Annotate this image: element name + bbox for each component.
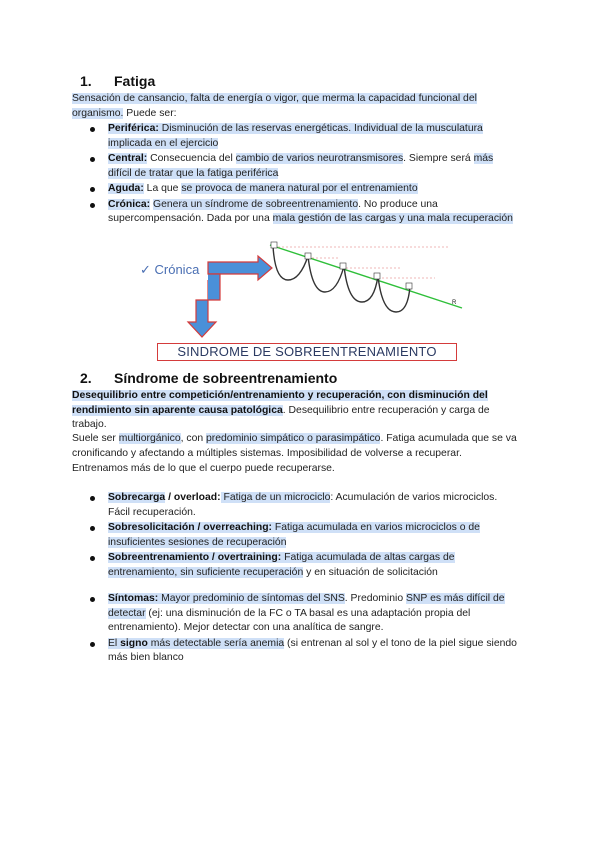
list-item (90, 637, 522, 666)
item-text-highlight: Fatiga de un microciclo (220, 492, 331, 503)
item-label: / overtraining: (209, 552, 282, 563)
list-item (90, 122, 518, 151)
definition-paragraph (72, 389, 522, 433)
symptoms-list (90, 592, 522, 667)
item-text-highlight: mala gestión de las cargas y una mala recuperación (272, 213, 513, 224)
marker-box (406, 283, 412, 289)
fatigue-curve (308, 256, 344, 292)
item-text-highlight: SNP es más difícil de detectar (108, 593, 505, 619)
list-item (90, 551, 522, 580)
text-highlight: predominio simpático o parasimpático (206, 433, 381, 444)
item-text: El (108, 637, 121, 649)
marker-box (374, 273, 380, 279)
item-text: . No produce una supercompensación. Dada por una (108, 198, 438, 224)
item-text: Disminución de las reservas energéticas. Individual de la musculatura implicada en el ejercicio (108, 123, 483, 149)
item-text: Consecuencia del (147, 153, 236, 164)
section-heading-sindrome (80, 370, 337, 386)
summary-paragraph: Entrenamos más de lo que el cuerpo puede recuperarse. (72, 463, 335, 474)
description-paragraph (72, 432, 522, 461)
list-item (90, 152, 518, 181)
trend-label: R (452, 300, 457, 306)
item-label: Crónica: (108, 198, 151, 210)
text: Suele ser (72, 433, 119, 444)
item-label: signo (120, 637, 148, 649)
text: , con (180, 433, 207, 444)
cronica-label: ✓ Crónica (140, 262, 200, 277)
intro-text: Sensación de cansancio, falta de energía o vigor, que merma la capacidad funcional del organismo. (72, 93, 477, 119)
item-text: : Acumulación de varios microciclos. Fácil recuperación. (108, 492, 498, 518)
list-item (90, 592, 522, 636)
item-text: Fatiga acumulada de altas cargas de entrenamiento, sin suficiente recuperación (108, 552, 455, 578)
item-label: Central: (108, 153, 148, 164)
item-text: (ej: una disminución de la FC o TA basal es una adaptación propia del entrenamiento). Mejor detectar con una analítica de sangre. (108, 607, 471, 633)
fatigue-types-list (90, 122, 518, 228)
item-text: y en situación de solicitación (303, 566, 438, 578)
item-label: Sobrecarga (108, 492, 166, 503)
marker-box (305, 253, 311, 259)
marker-box (271, 242, 277, 248)
intro-paragraph (72, 92, 517, 121)
intro-tail: Puede ser: (123, 107, 177, 119)
list-item (90, 198, 518, 227)
item-label: / overload: (165, 492, 221, 503)
item-text: (si entrenan al sol y el tono de la piel sigue siendo más bien blanco (108, 637, 517, 663)
text-highlight: multiorgánico (118, 433, 181, 444)
item-label: Síntomas: (108, 593, 159, 604)
item-text: . Predominio (344, 593, 406, 604)
trend-line (270, 245, 462, 308)
item-text: . Siempre será (403, 153, 474, 164)
definition-rest: . Desequilibrio entre recuperación y carga de trabajo. (72, 404, 490, 430)
down-arrow-icon (188, 274, 220, 337)
list-item (90, 491, 522, 520)
item-label: Sobreentrenamiento (108, 552, 210, 563)
list-item (90, 521, 522, 550)
section-heading-fatiga (80, 73, 155, 89)
overtraining-types-list (90, 491, 522, 581)
item-text-highlight: se provoca de manera natural por el entrenamiento (181, 183, 418, 194)
section-number: 2. (80, 370, 92, 386)
item-label: Aguda: (108, 183, 144, 194)
item-text-highlight: cambio de varios neurotransmisores (235, 153, 404, 164)
item-text: más detectable sería anemia (147, 637, 285, 649)
section-title: Fatiga (114, 73, 156, 89)
text: . Fatiga acumulada que se va cronificando y afectando a múltiples sistemas. Imposibilidad de volverse a recuperar. (72, 433, 517, 459)
item-text-highlight: Mayor predominio de síntomas del SNS (158, 593, 345, 604)
section-title: Síndrome de sobreentrenamiento (114, 370, 338, 386)
item-text-highlight: Genera un síndrome de sobreentrenamiento (153, 198, 359, 210)
item-label: Sobresolicitación (108, 522, 195, 533)
item-text-highlight: más difícil de tratar que la fatiga periférica (108, 153, 494, 179)
item-label: Periférica: (108, 123, 159, 134)
item-text: La que (143, 183, 182, 194)
section-number: 1. (80, 73, 92, 89)
list-item (90, 182, 518, 197)
sindrome-box: SINDROME DE SOBREENTRENAMIENTO (157, 343, 457, 361)
definition-bold: Desequilibrio entre competición/entrenamiento y recuperación, con disminución del rendimiento sin aparente causa patológica (72, 390, 488, 416)
item-text: Fatiga acumulada en varios microciclos o de insuficientes sesiones de recuperación (108, 522, 480, 548)
marker-box (340, 263, 346, 269)
item-label: / overreaching: (194, 522, 273, 533)
